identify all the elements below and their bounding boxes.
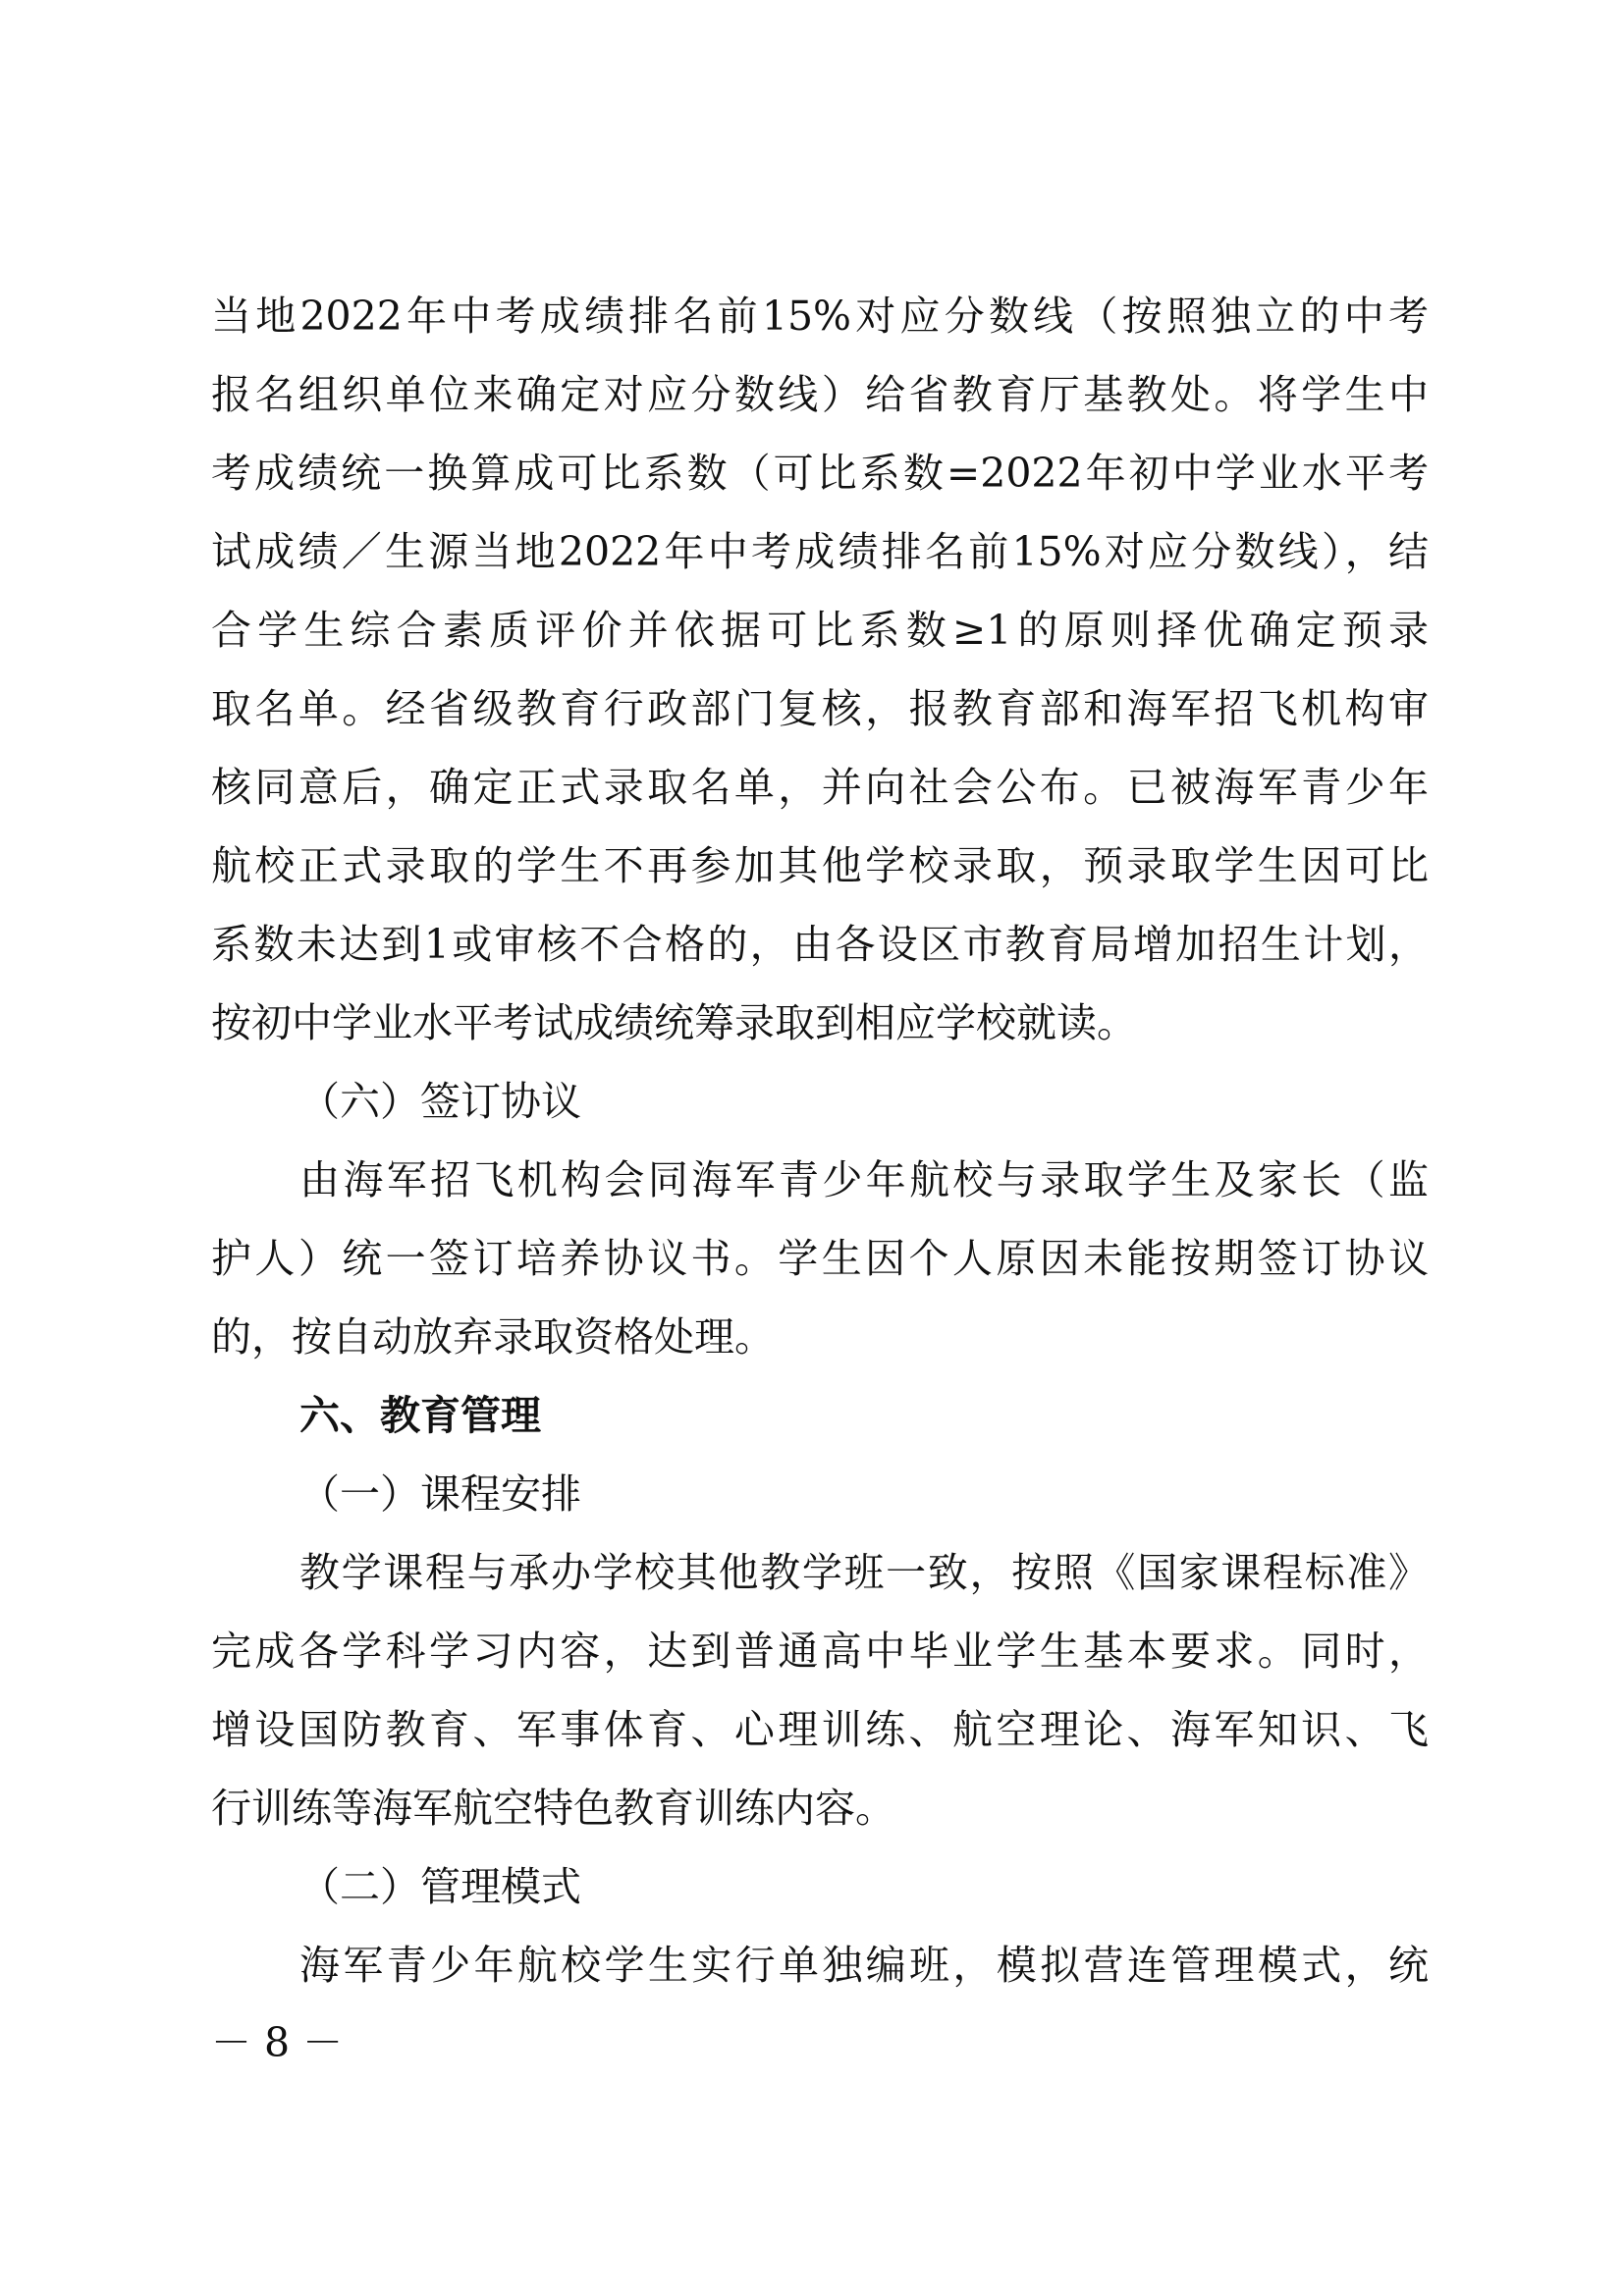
paragraph-1-line-7: 核同意后，确定正式录取名单，并向社会公布。已被海军青少年 xyxy=(211,764,1429,811)
paragraph-1-line-6: 取名单。经省级教育行政部门复核，报教育部和海军招飞机构审 xyxy=(211,685,1429,732)
paragraph-1-line-10: 按初中学业水平考试成绩统筹录取到相应学校就读。 xyxy=(211,999,1137,1046)
paragraph-3-line-1: 教学课程与承办学校其他教学班一致，按照《国家课程标准》 xyxy=(299,1549,1429,1596)
paragraph-3-line-4: 行训练等海军航空特色教育训练内容。 xyxy=(211,1785,895,1832)
paragraph-2-line-3: 的，按自动放弃录取资格处理。 xyxy=(211,1313,775,1361)
subheading-sign-agreement: （六）签订协议 xyxy=(299,1078,581,1125)
paragraph-2-line-2: 护人）统一签订培养协议书。学生因个人原因未能按期签订协议 xyxy=(211,1235,1429,1282)
paragraph-1-line-9: 系数未达到1或审核不合格的，由各设区市教育局增加招生计划， xyxy=(211,921,1429,968)
paragraph-3-line-3: 增设国防教育、军事体育、心理训练、航空理论、海军知识、飞 xyxy=(211,1706,1429,1753)
paragraph-2-line-1: 由海军招飞机构会同海军青少年航校与录取学生及家长（监 xyxy=(299,1156,1429,1203)
page-number: － 8 － xyxy=(211,2019,344,2066)
paragraph-3-line-2: 完成各学科学习内容，达到普通高中毕业学生基本要求。同时， xyxy=(211,1628,1429,1675)
paragraph-1-line-5: 合学生综合素质评价并依据可比系数≥1的原则择优确定预录 xyxy=(211,607,1429,654)
section-heading-education-management: 六、教育管理 xyxy=(299,1392,541,1439)
paragraph-4-line-1: 海军青少年航校学生实行单独编班，模拟营连管理模式，统 xyxy=(299,1942,1429,1989)
paragraph-1-line-3: 考成绩统一换算成可比系数（可比系数=2022年初中学业水平考 xyxy=(211,450,1429,497)
paragraph-1-line-2: 报名组织单位来确定对应分数线）给省教育厅基教处。将学生中 xyxy=(211,371,1429,418)
subheading-curriculum: （一）课程安排 xyxy=(299,1470,581,1518)
subheading-management-mode: （二）管理模式 xyxy=(299,1863,581,1910)
paragraph-1-line-8: 航校正式录取的学生不再参加其他学校录取，预录取学生因可比 xyxy=(211,842,1429,889)
paragraph-1-line-1: 当地2022年中考成绩排名前15%对应分数线（按照独立的中考 xyxy=(211,293,1429,340)
paragraph-1-line-4: 试成绩／生源当地2022年中考成绩排名前15%对应分数线），结 xyxy=(211,528,1429,575)
